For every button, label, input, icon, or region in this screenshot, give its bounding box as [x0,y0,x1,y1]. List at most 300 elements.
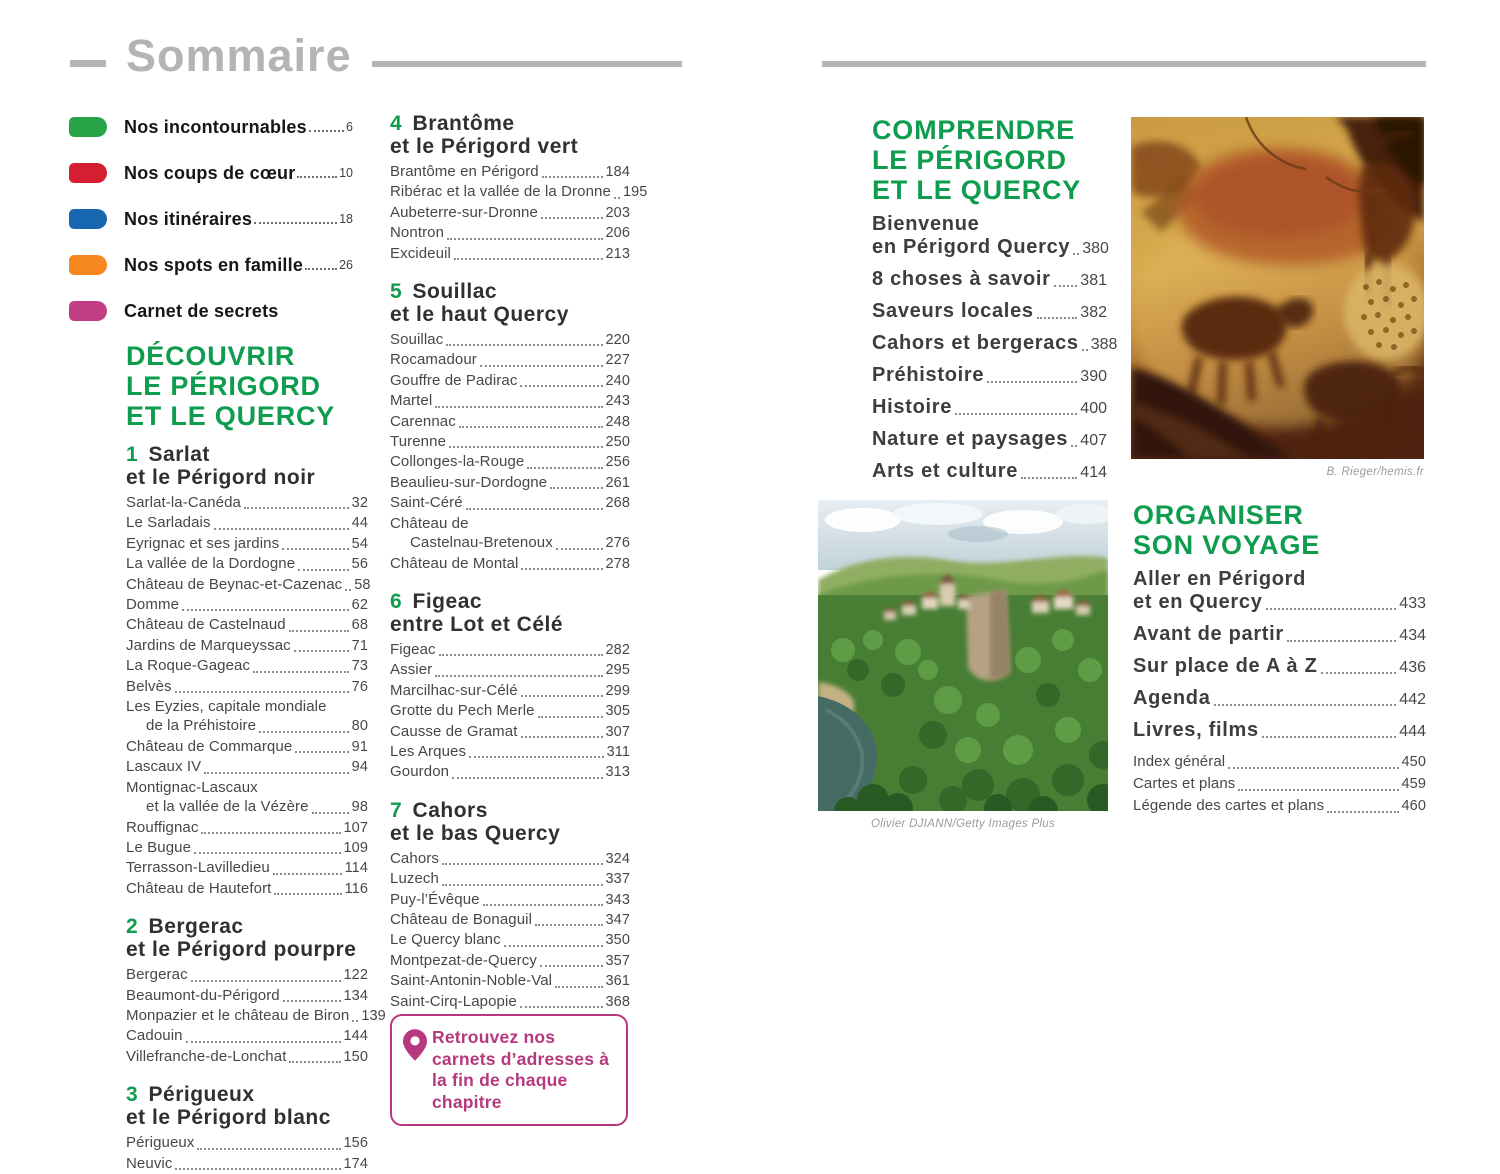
toc-entry-label: Arts et culture [872,460,1019,482]
toc-entry-page: 76 [351,678,368,695]
chapter-number: 2 [126,915,139,939]
dotted-leader [289,630,349,632]
legend-color-tab [69,255,107,275]
dotted-leader [442,863,603,865]
dotted-leader [1266,608,1397,610]
toc-entry-label: Causse de Gramat [390,722,518,740]
toc-entry-label: Figeac [390,640,436,658]
address-books-note [390,1014,628,1126]
dotted-leader [1037,317,1078,319]
toc-entry-label: Gouffre de Padirac [390,371,518,389]
toc-entry [390,432,630,452]
toc-entry-label: Montpezat-de-Quercy [390,951,537,969]
toc-entry-page: 295 [605,662,630,679]
toc-entry-page: 357 [605,952,630,969]
toc-entry-label: Collonges-la-Rouge [390,453,525,471]
toc-entry [1133,773,1426,795]
header-rule-left-page [372,61,682,67]
toc-entry-page: 144 [343,1028,368,1045]
toc-entry-page: 250 [605,434,630,451]
toc-entry-label: Souillac [390,331,444,349]
organiser-small-items [1133,751,1426,817]
toc-entry [390,452,630,472]
toc-entry-page: 32 [351,495,368,511]
toc-entry-page: 381 [1080,272,1107,289]
toc-entry [872,300,1107,324]
toc-entry-page: 268 [605,495,630,512]
toc-entry-page: 107 [343,819,368,836]
legend-color-tab [69,163,107,183]
toc-entry [390,722,630,742]
toc-entry-page: 150 [343,1048,368,1065]
toc-entry-page: 80 [351,718,368,735]
toc-entry-page: 313 [605,764,630,781]
dotted-leader [435,675,602,677]
toc-entry [126,737,368,757]
toc-entry-label: Préhistoire [872,364,985,386]
dotted-leader [244,507,349,509]
dotted-leader [459,426,603,428]
toc-entry-label: Beaumont-du-Périgord [126,986,280,1004]
toc-entry-page: 248 [605,413,630,430]
dotted-leader [254,222,337,224]
toc-entry [390,182,648,202]
toc-entry-page: 305 [605,703,630,720]
toc-entry-page: 184 [605,164,630,180]
toc-entry-label: Cartes et plans [1133,775,1236,792]
toc-entry-label: Brantôme en Périgord [390,163,539,180]
toc-entry-line1 [390,514,630,533]
toc-entry [126,1006,386,1026]
toc-entry-page: 44 [351,515,368,532]
dotted-leader [175,691,349,693]
toc-entry [126,716,368,736]
toc-entry-label: Monpazier et le château de Biron [126,1006,350,1024]
chapter-title: 5 Souillac et le haut Quercy [390,280,569,327]
toc-entry-label: de la Préhistoire [146,717,257,735]
toc-entry-label: Domme [126,596,180,614]
toc-entry-page: 243 [605,393,630,410]
legend-color-tab [69,301,107,321]
toc-entry [126,858,368,878]
dotted-leader [294,650,349,652]
toc-entry-page: 240 [605,372,630,389]
toc-entry-label: Livres, films [1133,719,1259,741]
dotted-leader [259,731,349,733]
toc-entry-page: 337 [605,871,630,888]
dotted-leader [556,548,603,550]
toc-entry-label: Château de Hautefort [126,879,272,897]
toc-entry-page: 203 [605,204,630,221]
dotted-leader [466,508,603,510]
toc-entry-page: 433 [1399,595,1426,612]
toc-entry-page: 109 [343,839,368,856]
dotted-leader [550,487,602,489]
dotted-leader [186,1041,341,1043]
toc-entry-line1 [126,778,368,797]
dotted-leader [454,258,603,260]
toc-entry [126,965,368,985]
toc-entry [1133,655,1426,679]
dotted-leader [1054,285,1078,287]
toc-entry [126,818,368,838]
dotted-leader [542,176,603,178]
toc-entry [390,869,630,889]
toc-entry [126,554,368,574]
toc-entry [390,640,630,660]
toc-entry-page: 350 [605,932,630,949]
dotted-leader [191,980,341,982]
chapter-title: 7 Cahors et le bas Quercy [390,798,561,845]
toc-entry-label: 8 choses à savoir [872,268,1051,290]
toc-entry [1133,623,1426,647]
toc-entry-page: 459 [1401,776,1426,792]
toc-entry [390,493,630,513]
toc-entry [126,879,368,899]
chapter-block [390,799,630,1012]
toc-entry [126,1154,368,1174]
toc-entry-label: Marcilhac-sur-Célé [390,681,518,699]
dotted-leader [309,130,344,132]
section-heading-decouvrir: DÉCOUVRIR LE PÉRIGORD ET LE QUERCY [126,341,336,431]
dotted-leader [283,1000,341,1002]
toc-entry-label: Nontron [390,224,445,242]
toc-entry [872,460,1107,484]
dotted-leader [469,756,604,758]
legend-label: Nos spots en famille [124,254,304,275]
toc-entry [390,391,630,411]
dotted-leader [1262,736,1396,738]
saint-cirq-lapopie-photo [818,500,1108,811]
dotted-leader [1214,704,1397,706]
dotted-leader [1073,253,1079,255]
toc-entry-page: 213 [605,245,630,262]
chapter-title: 4 Brantôme et le Périgord vert [390,112,579,158]
toc-entry [872,332,1118,356]
toc-entry [390,330,630,350]
toc-entry [390,533,630,553]
toc-entry [1133,719,1426,743]
toc-entry-page: 58 [354,576,371,593]
toc-entry-label: Rocamadour [390,351,477,369]
toc-entry-label: Gourdon [390,763,450,781]
toc-entry-page: 436 [1399,659,1426,676]
dotted-leader [345,589,351,591]
toc-entry [126,513,368,533]
toc-entry-label: Index général [1133,753,1226,770]
dotted-leader [1238,789,1398,791]
legend-color-tab [69,209,107,229]
toc-entry-label: Les Eyzies, capitale mondiale [126,698,327,716]
toc-entry-label: Terrasson-Lavilledieu [126,859,270,877]
toc-entry-page: 206 [605,225,630,242]
dotted-leader [1228,767,1398,769]
toc-entry-page: 460 [1401,798,1426,814]
toc-entry-page: 134 [343,987,368,1004]
toc-entry-label: Les Arques [390,742,467,760]
dotted-leader [538,716,603,718]
chapter-block [390,112,648,264]
chapter-title: 2 Bergerac et le Périgord pourpre [126,915,357,962]
toc-entry-page: 434 [1399,627,1426,644]
toc-entry-page: 278 [605,555,630,572]
toc-entry [126,757,368,777]
chapter-number: 4 [390,112,403,135]
toc-entry-page: 347 [605,911,630,928]
dotted-leader [298,569,348,571]
toc-entry-page: 343 [605,891,630,908]
toc-entry-label: Rouffignac [126,818,199,836]
toc-entry-page: 299 [605,682,630,699]
chapters-1-3 [126,443,386,1174]
dotted-leader [987,381,1077,383]
toc-entry-line1 [1133,568,1426,591]
toc-entry-page: 311 [606,743,630,760]
toc-entry-label: Nature et paysages [872,428,1069,450]
toc-entry-page: 361 [605,973,630,990]
dotted-leader [1327,811,1398,813]
dotted-leader [1071,445,1077,447]
toc-entry-page: 414 [1080,464,1107,481]
toc-entry-label: Bienvenue [872,213,980,235]
toc-entry-page: 282 [605,641,630,658]
toc-entry-label: La Roque-Gageac [126,657,251,675]
toc-entry-label: Turenne [390,433,447,451]
toc-entry-label: et la vallée de la Vézère [146,798,309,816]
toc-entry-label: Belvès [126,677,172,695]
dotted-leader [182,609,349,611]
toc-entry [126,575,371,595]
organiser-items [1133,568,1426,743]
toc-column-4 [1133,500,1426,817]
toc-entry [390,473,630,493]
toc-entry [126,677,368,697]
dotted-leader [295,751,348,753]
toc-entry [390,742,630,762]
toc-entry-label: Luzech [390,870,439,888]
toc-entry [390,971,630,991]
toc-entry [390,890,630,910]
toc-entry-line1 [126,697,368,716]
dotted-leader [520,385,602,387]
toc-entry-label: Carennac [390,412,456,430]
dotted-leader [214,528,349,530]
location-pin-icon [403,1029,427,1061]
toc-entry [390,992,630,1012]
legend-item [69,116,353,138]
toc-entry-label: Château de Beynac-et-Cazenac [126,575,343,593]
chapter-block [126,915,386,1067]
toc-entry-label: Grotte du Pech Merle [390,702,535,720]
dotted-leader [520,1006,603,1008]
toc-entry-page: 122 [343,967,368,984]
toc-entry [390,849,630,869]
chapter-title: 3 Périgueux et le Périgord blanc [126,1083,331,1130]
dotted-leader [535,924,602,926]
toc-entry-label: Cahors [390,849,439,867]
toc-entry-label: Château de [390,514,469,532]
toc-entry-label: Saint-Antonin-Noble-Val [390,972,553,990]
toc-entry-label: Le Sarladais [126,514,211,532]
toc-entry [126,797,368,817]
toc-entry-page: 261 [605,474,630,491]
toc-entry [390,162,630,182]
toc-entry-label: Saint-Céré [390,494,463,512]
toc-entry-label: Château de Montal [390,554,519,572]
toc-entry [126,1047,368,1067]
toc-entry-label: Cahors et bergeracs [872,332,1079,354]
dotted-leader [521,736,603,738]
chapter-block [390,280,630,574]
chapters-4-7 [390,112,648,1012]
dotted-leader [614,197,620,199]
toc-entry-page: 71 [351,637,368,654]
dotted-leader [274,893,341,895]
toc-entry-page: 220 [605,332,630,349]
chapter-number: 1 [126,443,139,466]
toc-entry [390,910,630,930]
toc-entry-page: 116 [344,880,368,897]
toc-entry-label: Lascaux IV [126,758,202,776]
chapter-number: 6 [390,589,403,613]
legend-label: Nos coups de cœur [124,162,296,183]
toc-entry-label: Ribérac et la vallée de la Dronne [390,183,611,201]
chapter-title: 6 Figeac entre Lot et Célé [390,589,564,636]
toc-entry-label: Saveurs locales [872,300,1034,322]
toc-entry-line1 [872,213,1107,236]
toc-entry-page: 68 [351,617,368,634]
chapter-number: 7 [390,798,403,822]
toc-entry-label: Villefranche-de-Lonchat [126,1047,287,1065]
dotted-leader [955,413,1077,415]
toc-entry [390,681,630,701]
toc-entry-label: Agenda [1133,687,1211,709]
dotted-leader [447,238,602,240]
dotted-leader [289,1061,340,1063]
toc-entry-label: Castelnau-Bretenoux [410,534,553,552]
toc-entry [126,1026,368,1046]
toc-entry-label: Le Quercy blanc [390,931,501,949]
toc-entry-label: Bergerac [126,966,188,984]
toc-entry-page: 195 [622,184,648,201]
legend-page: 10 [339,166,353,180]
toc-entry-page: 442 [1399,691,1426,708]
dotted-leader [555,986,602,988]
toc-entry-label: Périgueux [126,1134,195,1152]
toc-entry-label: Jardins de Marqueyssac [126,636,291,654]
dotted-leader [297,176,337,178]
dotted-leader [1021,477,1077,479]
toc-entry [390,930,630,950]
cave-image-credit: B. Rieger/hemis.fr [1326,466,1424,478]
toc-entry-label: Neuvic [126,1154,173,1172]
toc-entry [126,615,368,635]
toc-entry-label: Cadouin [126,1027,183,1045]
dotted-leader [253,671,349,673]
toc-entry-label: Eyrignac et ses jardins [126,534,280,552]
toc-entry-page: 307 [605,723,630,740]
page-title: Sommaire [126,30,352,81]
address-books-note-text: Retrouvez nos carnets d’adresses à la fin de chaque chapitre [432,1027,610,1112]
dotted-leader [521,695,603,697]
toc-entry-label: La vallée de la Dordogne [126,555,296,573]
toc-entry-page: 407 [1080,432,1107,449]
toc-entry-label: Sarlat-la-Canéda [126,494,241,511]
toc-entry-label: Beaulieu-sur-Dordogne [390,473,548,491]
dotted-leader [435,406,602,408]
toc-entry [1133,591,1426,615]
toc-entry [390,203,630,223]
toc-entry [390,762,630,782]
toc-entry-label: Saint-Cirq-Lapopie [390,992,517,1010]
legend [69,116,353,346]
toc-entry [126,595,368,615]
comprendre-items [872,213,1118,484]
toc-entry [872,428,1107,452]
legend-label: Carnet de secrets [124,300,279,321]
toc-entry [390,554,630,574]
toc-entry [390,223,630,243]
toc-entry-label: Puy-l’Évêque [390,890,480,908]
toc-entry [126,636,368,656]
toc-entry-label: Le Bugue [126,838,192,856]
toc-entry [872,268,1107,292]
toc-entry [126,493,368,513]
legend-page: 18 [339,212,353,226]
toc-entry-page: 54 [351,535,368,552]
toc-entry-label: Martel [390,392,433,410]
dotted-leader [352,1020,358,1022]
header-dash [70,60,106,67]
toc-entry-label: Aller en Périgord [1133,568,1307,590]
dotted-leader [1082,349,1088,351]
toc-entry-label: en Périgord Quercy [872,236,1071,258]
toc-column-3 [872,115,1118,492]
toc-entry-label: Aubeterre-sur-Dronne [390,203,538,221]
legend-label: Nos incontournables [124,116,307,137]
toc-entry [390,350,630,370]
toc-entry [872,396,1107,420]
toc-entry-page: 156 [343,1135,368,1152]
toc-entry [390,371,630,391]
landscape-image-credit: Olivier DJIANN/Getty Images Plus [870,818,1056,830]
toc-entry-page: 73 [351,658,368,675]
toc-entry-page: 324 [605,850,630,867]
dotted-leader [527,467,602,469]
toc-entry-label: Légende des cartes et plans [1133,797,1325,814]
chapter-block [390,590,630,783]
dotted-leader [480,365,603,367]
toc-entry-label: Sur place de A à Z [1133,655,1318,677]
toc-entry-page: 382 [1080,304,1107,321]
chapter-block [126,443,371,899]
legend-item [69,208,353,230]
toc-entry-page: 62 [351,597,368,614]
legend-item [69,254,353,276]
toc-entry-page: 450 [1401,754,1426,770]
toc-entry-page: 256 [605,454,630,471]
lascaux-cave-painting-image [1131,117,1424,459]
toc-entry-page: 94 [351,759,368,776]
header-rule-right-page [822,61,1426,67]
toc-entry-label: Château de Bonaguil [390,910,533,928]
dotted-leader [197,1148,340,1150]
section-heading-organiser: ORGANISER SON VOYAGE [1133,500,1321,560]
toc-entry-page: 114 [344,860,368,877]
toc-entry-page: 91 [351,738,368,755]
toc-entry-page: 388 [1090,336,1118,353]
dotted-leader [282,548,348,550]
